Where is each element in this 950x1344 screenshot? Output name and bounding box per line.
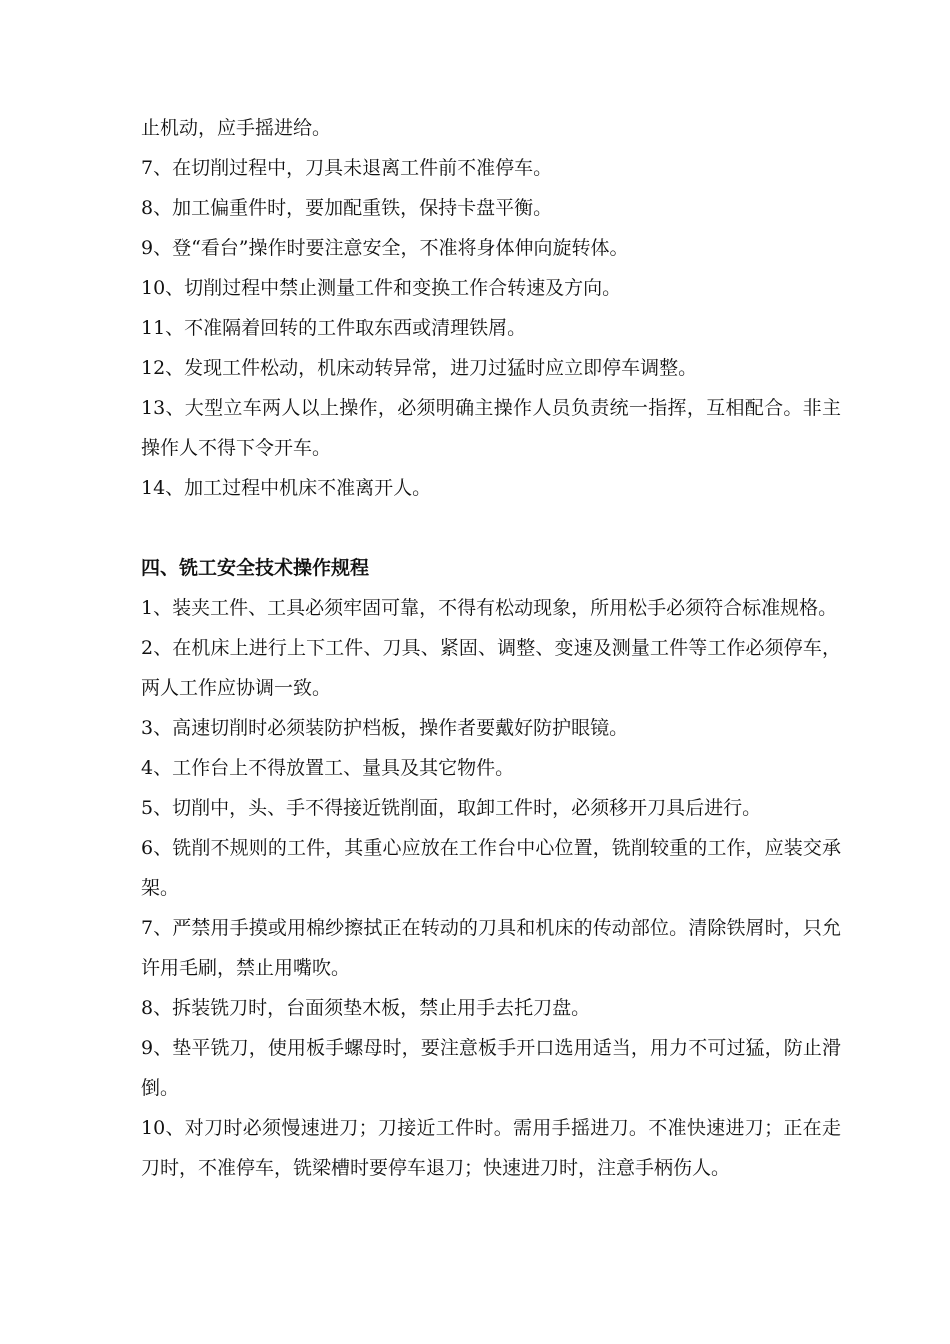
section4-item-4: 4、工作台上不得放置工、量具及其它物件。 [141, 757, 515, 779]
section4-item-7: 7、严禁用手摸或用棉纱擦拭正在转动的刀具和机床的传动部位。清除铁屑时，只允许用毛刷，禁止用嘴吹。 [141, 917, 841, 979]
section3-item-12: 12、发现工件松动，机床动转异常，进刀过猛时应立即停车调整。 [141, 357, 698, 379]
section3-item-7: 7、在切削过程中，刀具未退离工件前不准停车。 [141, 157, 553, 179]
section3-line-continuation: 止机动，应手摇进给。 [141, 117, 332, 139]
section4-item-3: 3、高速切削时必须装防护档板，操作者要戴好防护眼镜。 [141, 717, 629, 739]
section3-item-9: 9、登“看台”操作时要注意安全，不准将身体伸向旋转体。 [141, 237, 629, 259]
section4-item-2: 2、在机床上进行上下工件、刀具、紧固、调整、变速及测量工件等工作必须停车，两人工作应协调一致。 [141, 637, 841, 699]
section3-item-11: 11、不准隔着回转的工件取东西或清理铁屑。 [141, 317, 527, 339]
section4-heading: 四、铣工安全技术操作规程 [141, 557, 370, 579]
section4-item-5: 5、切削中，头、手不得接近铣削面，取卸工件时，必须移开刀具后进行。 [141, 797, 762, 819]
section4-item-6: 6、铣削不规则的工件，其重心应放在工作台中心位置，铣削较重的工作，应装交承架。 [141, 837, 841, 899]
section3-item-10: 10、切削过程中禁止测量工件和变换工作合转速及方向。 [141, 277, 622, 299]
section3-item-13: 13、大型立车两人以上操作，必须明确主操作人员负责统一指挥，互相配合。非主操作人不得下令开车。 [141, 397, 841, 459]
section3-item-14: 14、加工过程中机床不准离开人。 [141, 477, 432, 499]
section-spacer [141, 508, 841, 548]
section3-item-8: 8、加工偏重件时，要加配重铁，保持卡盘平衡。 [141, 197, 553, 219]
section4-item-9: 9、垫平铣刀，使用板手螺母时，要注意板手开口选用适当，用力不可过猛，防止滑倒。 [141, 1037, 841, 1099]
document-body [141, 108, 841, 1188]
section4-item-8: 8、拆装铣刀时，台面须垫木板，禁止用手去托刀盘。 [141, 997, 591, 1019]
section4-item-10: 10、对刀时必须慢速进刀；刀接近工件时。需用手摇进刀。不准快速进刀；正在走刀时，不准停车，铣梁槽时要停车退刀；快速进刀时，注意手柄伤人。 [141, 1117, 841, 1179]
section4-item-1: 1、装夹工件、工具必须牢固可靠，不得有松动现象，所用松手必须符合标准规格。 [141, 597, 838, 619]
